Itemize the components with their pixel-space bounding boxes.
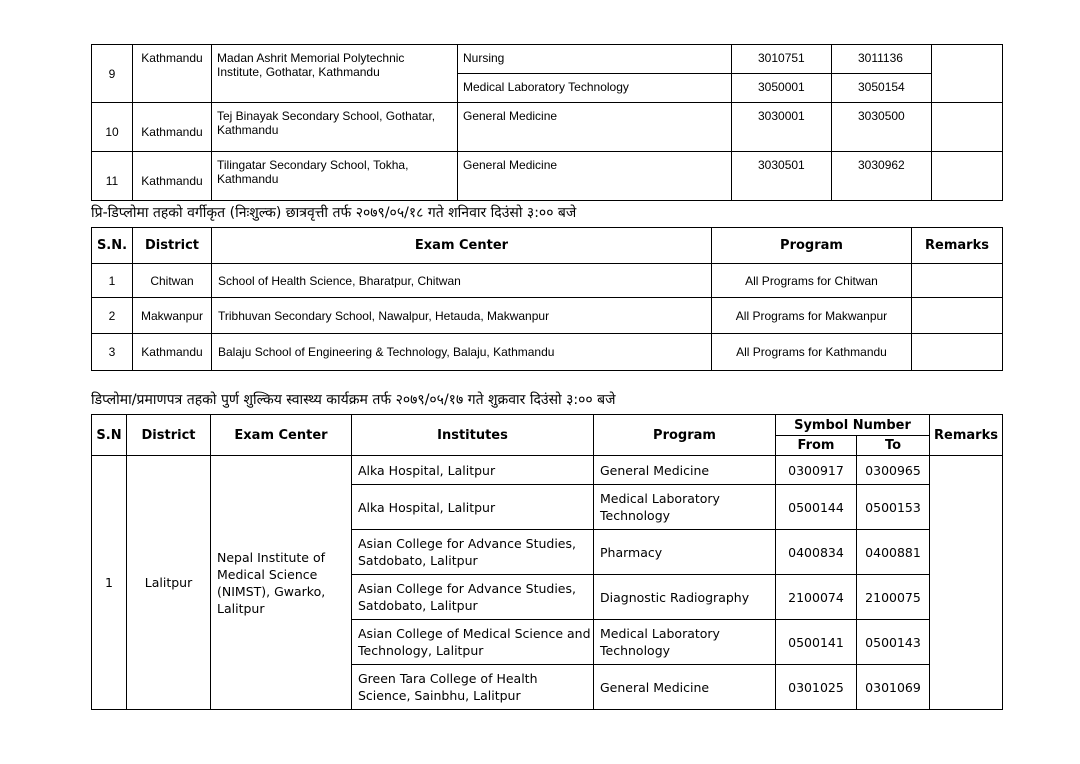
from-cell: 3010751	[732, 45, 832, 74]
institute-cell: Tej Binayak Secondary School, Gothatar, Kathmandu	[212, 103, 458, 152]
header-district: District	[133, 228, 212, 264]
institute-cell: Alka Hospital, Lalitpur	[352, 485, 594, 530]
sn-cell: 10	[92, 103, 133, 152]
header-exam-center: Exam Center	[212, 228, 712, 264]
from-cell: 0500144	[776, 485, 857, 530]
remarks-cell	[930, 456, 1003, 710]
program-cell: All Programs for Makwanpur	[712, 298, 912, 334]
district-cell: Kathmandu	[133, 103, 212, 152]
to-cell: 2100075	[857, 575, 930, 620]
header-institutes: Institutes	[352, 415, 594, 456]
table-row	[92, 45, 1003, 74]
to-cell: 3050154	[832, 74, 932, 103]
header-sn: S.N.	[92, 228, 133, 264]
institute-cell: Asian College for Advance Studies, Satdobato, Lalitpur	[352, 530, 594, 575]
table-pre-diploma	[91, 227, 1003, 371]
program-cell: Medical Laboratory Technology	[458, 74, 732, 103]
to-cell: 0500153	[857, 485, 930, 530]
district-cell: Kathmandu	[133, 152, 212, 201]
remarks-cell	[932, 45, 1003, 103]
program-cell: Nursing	[458, 45, 732, 74]
table-row	[92, 152, 1003, 201]
to-cell: 0300965	[857, 456, 930, 485]
from-cell: 2100074	[776, 575, 857, 620]
from-cell: 0500141	[776, 620, 857, 665]
from-cell: 0300917	[776, 456, 857, 485]
sn-cell: 11	[92, 152, 133, 201]
section-heading-diploma: डिप्लोमा/प्रमाणपत्र तहको पुर्ण शुल्किय स्वास्थ्य कार्यक्रम तर्फ २०७९/०५/१७ गते शुक्रवार दिउंसो ३:०० बजे	[91, 392, 616, 408]
remarks-cell	[932, 152, 1003, 201]
to-cell: 3011136	[832, 45, 932, 74]
sn-cell: 1	[92, 264, 133, 298]
table-diploma	[91, 414, 1003, 710]
district-cell: Lalitpur	[127, 456, 211, 710]
from-cell: 0301025	[776, 665, 857, 710]
program-cell: General Medicine	[594, 665, 776, 710]
from-cell: 3030001	[732, 103, 832, 152]
header-district: District	[127, 415, 211, 456]
program-cell: All Programs for Chitwan	[712, 264, 912, 298]
from-cell: 0400834	[776, 530, 857, 575]
header-symbol-number: Symbol Number	[776, 415, 930, 436]
remarks-cell	[912, 334, 1003, 371]
institute-cell: Green Tara College of Health Science, Sainbhu, Lalitpur	[352, 665, 594, 710]
from-cell: 3050001	[732, 74, 832, 103]
program-cell: General Medicine	[458, 152, 732, 201]
exam-center-cell: Balaju School of Engineering & Technology, Balaju, Kathmandu	[212, 334, 712, 371]
remarks-cell	[912, 298, 1003, 334]
header-program: Program	[594, 415, 776, 456]
district-cell: Kathmandu	[133, 334, 212, 371]
header-program: Program	[712, 228, 912, 264]
district-cell: Kathmandu	[133, 45, 212, 103]
exam-center-cell: School of Health Science, Bharatpur, Chitwan	[212, 264, 712, 298]
table-row	[92, 334, 1003, 371]
to-cell: 3030500	[832, 103, 932, 152]
header-from: From	[776, 436, 857, 456]
exam-center-cell: Nepal Institute of Medical Science (NIMST), Gwarko, Lalitpur	[211, 456, 352, 710]
program-cell: General Medicine	[594, 456, 776, 485]
sn-cell: 9	[92, 45, 133, 103]
table-header-row	[92, 415, 1003, 436]
institute-cell: Asian College for Advance Studies, Satdobato, Lalitpur	[352, 575, 594, 620]
program-cell: Medical Laboratory Technology	[594, 485, 776, 530]
sn-cell: 2	[92, 298, 133, 334]
to-cell: 0500143	[857, 620, 930, 665]
table-row	[92, 298, 1003, 334]
program-cell: Diagnostic Radiography	[594, 575, 776, 620]
to-cell: 0301069	[857, 665, 930, 710]
institute-cell: Tilingatar Secondary School, Tokha, Kathmandu	[212, 152, 458, 201]
table-row	[92, 103, 1003, 152]
from-cell: 3030501	[732, 152, 832, 201]
district-cell: Makwanpur	[133, 298, 212, 334]
program-cell: Medical Laboratory Technology	[594, 620, 776, 665]
exam-center-cell: Tribhuvan Secondary School, Nawalpur, Hetauda, Makwanpur	[212, 298, 712, 334]
district-cell: Chitwan	[133, 264, 212, 298]
header-exam-center: Exam Center	[211, 415, 352, 456]
remarks-cell	[932, 103, 1003, 152]
institute-cell: Alka Hospital, Lalitpur	[352, 456, 594, 485]
table-row	[92, 456, 1003, 485]
table-continuation	[91, 44, 1003, 201]
program-cell: Pharmacy	[594, 530, 776, 575]
header-remarks: Remarks	[930, 415, 1003, 456]
institute-cell: Asian College of Medical Science and Technology, Lalitpur	[352, 620, 594, 665]
institute-cell: Madan Ashrit Memorial Polytechnic Institute, Gothatar, Kathmandu	[212, 45, 458, 103]
sn-cell: 1	[92, 456, 127, 710]
program-cell: All Programs for Kathmandu	[712, 334, 912, 371]
table-header-row	[92, 228, 1003, 264]
header-to: To	[857, 436, 930, 456]
program-cell: General Medicine	[458, 103, 732, 152]
to-cell: 0400881	[857, 530, 930, 575]
table-row	[92, 264, 1003, 298]
to-cell: 3030962	[832, 152, 932, 201]
header-sn: S.N	[92, 415, 127, 456]
remarks-cell	[912, 264, 1003, 298]
section-heading-pre-diploma: प्रि-डिप्लोमा तहको वर्गीकृत (निःशुल्क) छात्रवृत्ती तर्फ २०७९/०५/१८ गते शनिवार दिउंसो ३:०० बजे	[91, 205, 577, 221]
sn-cell: 3	[92, 334, 133, 371]
header-remarks: Remarks	[912, 228, 1003, 264]
